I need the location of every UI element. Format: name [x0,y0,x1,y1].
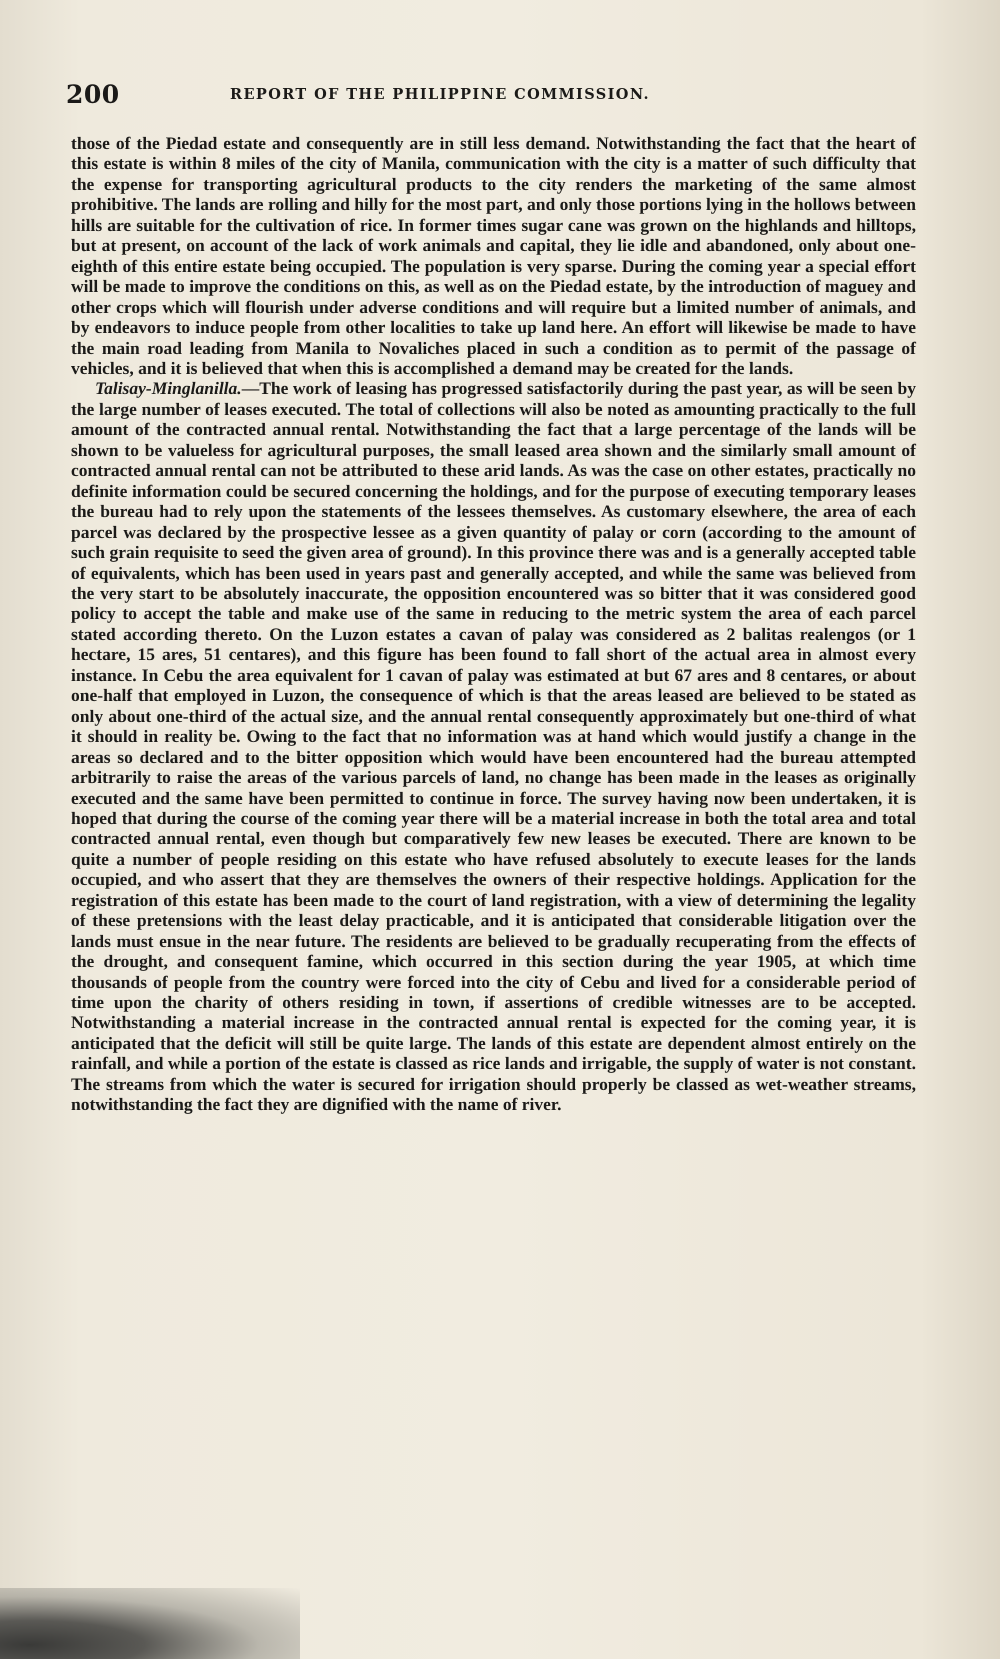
scan-thumb-shadow [0,1588,300,1659]
paragraph-text: —The work of leasing has progressed satisfactorily during the past year, as will be seen by the large number of leases executed. The total of collections will also be noted as amounting practically to the full amount of the contracted annual rental. Notwithstanding the fact that a large percentage of the lands will be shown to be valueless for agricultural purposes, the small leased area shown and the similarly small amount of contracted annual rental can not be attributed to these arid lands. As was the case on other estates, practically no definite information could be secured concerning the holdings, and for the purpose of executing temporary leases the bureau had to rely upon the statements of the lessees themselves. As customary elsewhere, the area of each parcel was declared by the prospective lessee as a given quantity of palay or corn (according to the amount of such grain requisite to seed the given area of ground). In this province there was and is a generally accepted table of equivalents, which has been used in years past and generally accepted, and while the same was believed from the very start to be absolutely inaccurate, the opposition encountered was so bitter that it was considered good policy to accept the table and make use of the same in reducing to the metric system the area of each parcel stated according thereto. On the Luzon estates a cavan of palay was considered as 2 balitas realengos (or 1 hectare, 15 ares, 51 centares), and this figure has been found to fall short of the actual area in almost every instance. In Cebu the area equivalent for 1 cavan of palay was estimated at but 67 ares and 8 centares, or about one-half that employed in Luzon, the consequence of which is that the areas leased are believed to be stated as only about one-third of the actual size, and the annual rental consequently approximately but one-third of what it should in reality be. Owing to the fact that no information was at hand which would justify a change in the areas so declared and to the bitter opposition which would have been encountered had the bureau attempted arbitrarily to raise the areas of the various parcels of land, no change has been made in the leases as originally executed and the same have been permitted to continue in force. The survey having now been undertaken, it is hoped that during the course of the coming year there will be a material increase in both the total area and total contracted annual rental, even though but comparatively few new leases be executed. There are known to be quite a number of people residing on this estate who have refused absolutely to execute leases for the lands occupied, and who assert that they are themselves the owners of their respective holdings. Application for the registration of this estate has been made to the court of land registration, with a view of determining the legality of these pretensions with the least delay practicable, and it is anticipated that considerable litigation over the lands must ensue in the near future. The residents are believed to be gradually recuperating from the effects of the drought, and consequent famine, which occurred in this section during the year 1905, at which time thousands of people from the country were forced into the city of Cebu and lived for a considerable period of time upon the charity of others residing in town, if assertions of credible witnesses are to be accepted. Notwithstanding a material increase in the contracted annual rental is expected for the coming year, it is anticipated that the deficit will still be quite large. The lands of this estate are dependent almost entirely on the rainfall, and while a portion of the estate is classed as rice lands and irrigable, the supply of water is not constant. The streams from which the water is secured for irrigation should properly be classed as wet-weather streams, notwithstanding the fact they are dignified with the name of river. [71,378,916,1115]
body-text [71,133,916,1115]
paragraph-piedad-continuation: those of the Piedad estate and consequently are in still less demand. Notwithstanding the fact that the heart of this estate is within 8 miles of the city of Manila, communication with the city is a matter of such difficulty that the expense for transporting agricultural products to the city renders the marketing of the same almost prohibitive. The lands are rolling and hilly for the most part, and only those portions lying in the hollows between hills are suitable for the cultivation of rice. In former times sugar cane was grown on the highlands and hilltops, but at present, on account of the lack of work animals and capital, they lie idle and abandoned, only about one-eighth of this entire estate being occupied. The population is very sparse. During the coming year a special effort will be made to improve the conditions on this, as well as on the Piedad estate, by the introduction of maguey and other crops which will flourish under adverse conditions and will require but a limited number of animals, and by endeavors to induce people from other localities to take up land here. An effort will likewise be made to have the main road leading from Manila to Novaliches placed in such a condition as to permit of the passage of vehicles, and it is believed that when this is accomplished a demand may be created for the lands. [71,133,916,378]
page-number: 200 [66,80,120,109]
running-head: REPORT OF THE PHILIPPINE COMMISSION. [230,86,651,103]
paragraph-talisay-minglanilla [71,378,916,1114]
page-header [66,80,766,114]
estate-name-lead: Talisay-Minglanilla. [95,378,242,399]
